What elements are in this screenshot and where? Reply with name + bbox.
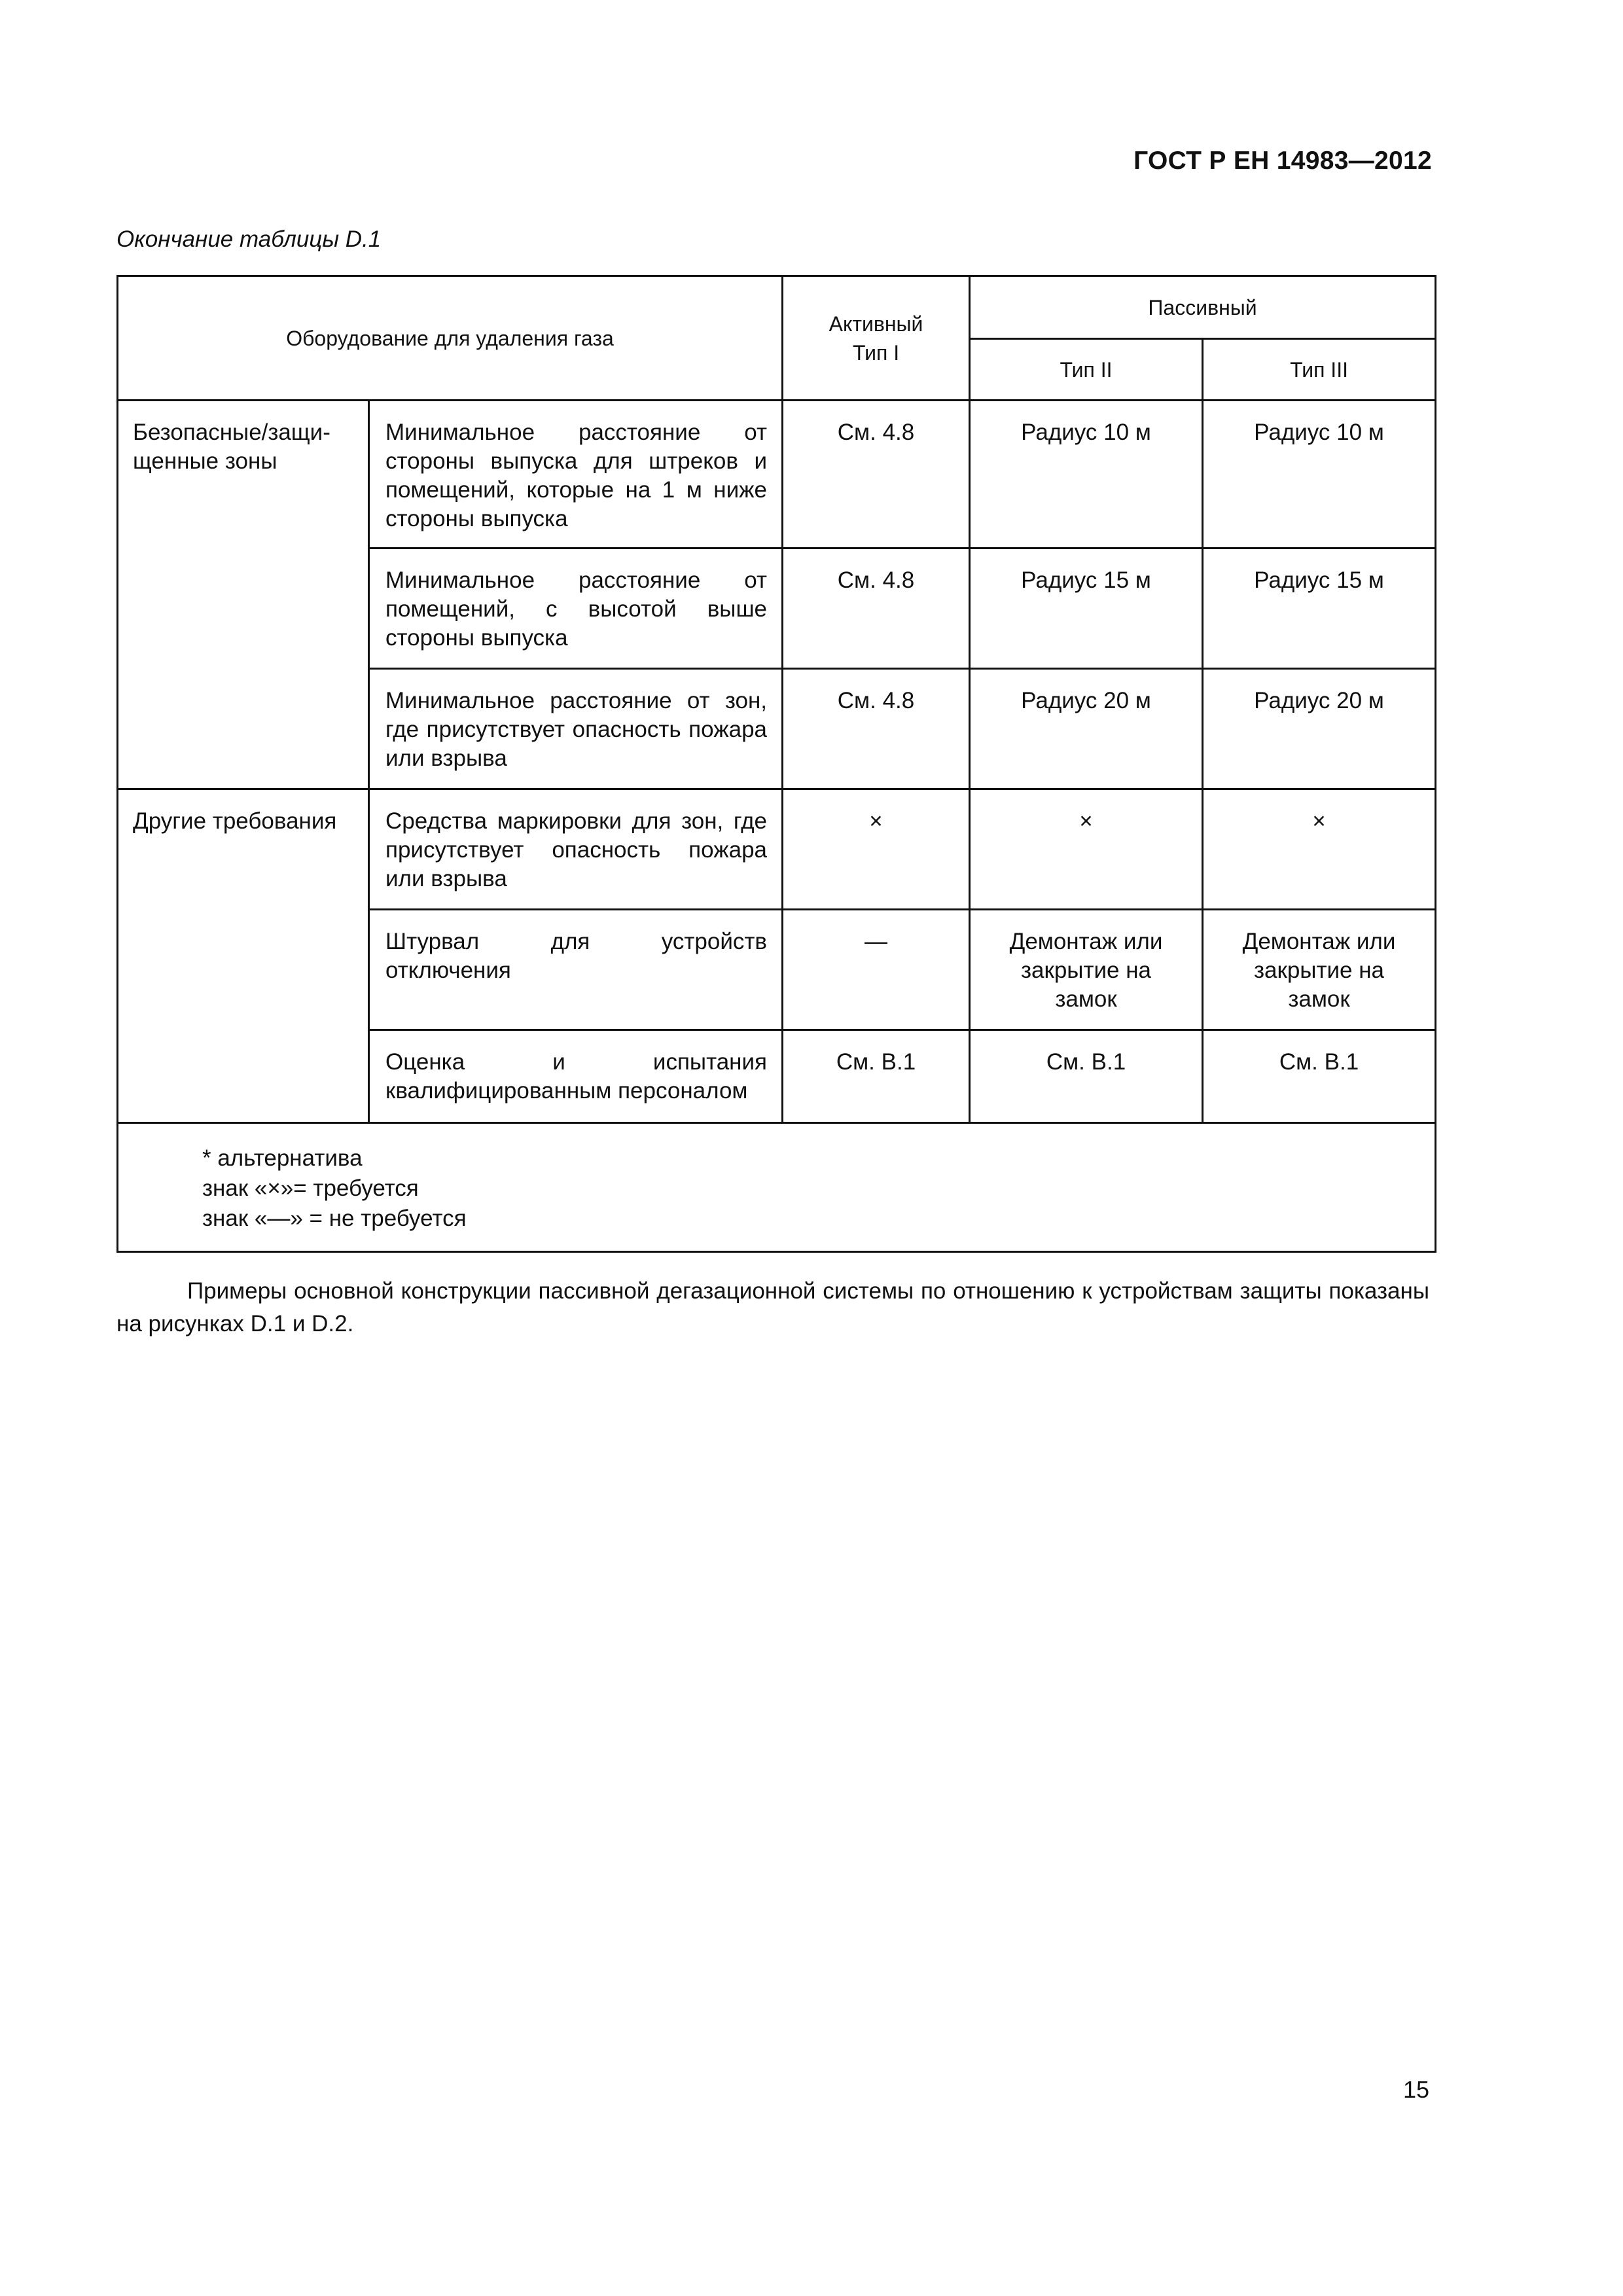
body-paragraph: Примеры основной конструкции пассивной дегазационной системы по отношению к устройствам защиты показаны на рисунках D.1 и D.2.	[116, 1278, 1429, 1336]
header-active: Активный Тип I	[783, 276, 970, 401]
note-line: * альтернатива	[202, 1145, 363, 1171]
table-notes	[118, 1123, 1436, 1252]
active-cell: См. 4.8	[783, 669, 970, 789]
table-row	[118, 401, 1436, 548]
header-type-3: Тип III	[1203, 339, 1436, 401]
requirement-cell: Минимальное расстояние от помещений, с высотой выше стороны выпуска	[369, 548, 783, 669]
type2-cell: Радиус 15 м	[970, 548, 1203, 669]
note-line: знак «×»= требуется	[202, 1175, 419, 1201]
notes-row	[118, 1123, 1436, 1252]
requirement-cell: Штурвал для устройств отключения	[369, 910, 783, 1030]
document-code: ГОСТ Р ЕН 14983—2012	[1133, 147, 1432, 175]
type3-cell: Радиус 10 м	[1203, 401, 1436, 548]
requirement-cell: Средства маркировки для зон, где присутствует опасность пожара или взрыва	[369, 789, 783, 910]
type3-cell: Радиус 20 м	[1203, 669, 1436, 789]
header-equipment: Оборудование для удаления газа	[118, 276, 783, 401]
active-cell: —	[783, 910, 970, 1030]
table-caption: Окончание таблицы D.1	[116, 226, 382, 252]
type2-cell: Радиус 20 м	[970, 669, 1203, 789]
category-cell: Другие требования	[118, 789, 369, 1123]
type2-cell: См. В.1	[970, 1030, 1203, 1123]
header-passive: Пассивный	[970, 276, 1436, 339]
header-type-2: Тип II	[970, 339, 1203, 401]
type3-cell: Демонтаж или закрытие на замок	[1203, 910, 1436, 1030]
requirement-cell: Оценка и испытания квалифицированным персоналом	[369, 1030, 783, 1123]
active-cell: См. 4.8	[783, 401, 970, 548]
active-cell: См. В.1	[783, 1030, 970, 1123]
type2-cell: ×	[970, 789, 1203, 910]
requirements-table	[116, 275, 1436, 1253]
category-cell: Безопасные/защи- щенные зоны	[118, 401, 369, 789]
requirement-cell: Минимальное расстояние от стороны выпуска для штреков и помещений, которые на 1 м ниже стороны выпуска	[369, 401, 783, 548]
requirement-cell: Минимальное расстояние от зон, где присутствует опасность пожара или взрыва	[369, 669, 783, 789]
type2-cell: Радиус 10 м	[970, 401, 1203, 548]
table-row	[118, 789, 1436, 910]
type3-cell: Радиус 15 м	[1203, 548, 1436, 669]
type3-cell: См. В.1	[1203, 1030, 1436, 1123]
active-cell: См. 4.8	[783, 548, 970, 669]
note-line: знак «—» = не требуется	[202, 1206, 467, 1231]
type3-cell: ×	[1203, 789, 1436, 910]
active-cell: ×	[783, 789, 970, 910]
page-number: 15	[1402, 2076, 1429, 2103]
type2-cell: Демонтаж или закрытие на замок	[970, 910, 1203, 1030]
